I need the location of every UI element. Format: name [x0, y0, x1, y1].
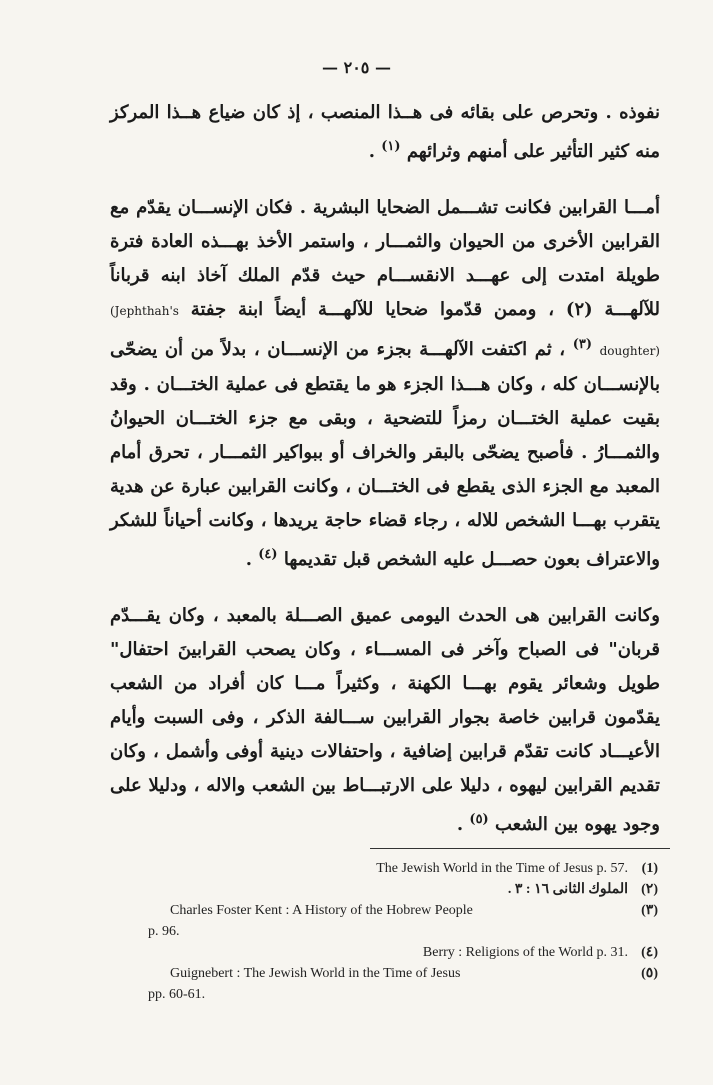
main-text	[110, 96, 660, 864]
footnote-5	[128, 963, 658, 1005]
footnote-page: p. 96.	[148, 924, 180, 939]
paragraph-1	[110, 96, 660, 169]
footnote-text: الملوك الثانى ١٦ : ٣ .	[507, 882, 628, 897]
footnote-citation: Charles Foster Kent : A History of the Hobrew People	[170, 903, 473, 918]
footnote-number: (٥)	[641, 966, 658, 981]
paragraph-3	[110, 599, 660, 842]
paragraph-3-tail: .	[456, 814, 470, 835]
paragraph-2	[110, 191, 660, 577]
paragraph-2-tail: .	[245, 549, 259, 570]
footnotes	[128, 858, 658, 1005]
paragraph-2-text: أمـــا القرابين فكانت تشـــمل الضحايا البشرية . فكان الإنســـان يقدّم مع القرابين الأخرى من الحيوان والثمـــار ، واستمر الأخذ بهـــذه العادة فترة طويلة امتدت إلى عهـــد الانقســـام حيث قدّم الملك آخاذ ابنه قرباناً للآلهـــة (٢) ، وممن قدّموا ضحايا للآلهـــة أيضاً ابنة جفتة	[110, 197, 660, 320]
footnote-text: Berry : Religions of the World p. 31.	[422, 945, 628, 960]
footnote-number: (٤)	[641, 945, 658, 960]
footnote-citation: Guignebert : The Jewish World in the Time of Jesus	[170, 966, 461, 981]
footnote-ref-5: (٥)	[469, 812, 489, 827]
footnote-1	[128, 858, 658, 879]
footnote-number: (٣)	[641, 903, 658, 918]
paragraph-1-tail: .	[368, 141, 382, 162]
footnote-text: The Jewish World in the Time of Jesus p. 57.	[376, 861, 628, 876]
footnote-text	[128, 900, 628, 942]
footnote-text	[128, 963, 628, 1005]
footnote-4	[128, 942, 658, 963]
footnote-divider	[370, 848, 670, 849]
latin-term: (Jephthah's doughter)	[110, 304, 660, 358]
footnote-ref-1: (١)	[381, 139, 401, 154]
footnote-number: (1)	[641, 861, 658, 876]
page-number: — ٢٠٥ —	[322, 58, 391, 77]
paragraph-2-continuation: ، ثم اكتفت الآلهـــة بجزء من الإنســـان ، بدلاً من أن يضحّى بالإنســـان كله ، وكان هـــذا الجزء هو ما يقتطع فى عملية الختـــان . وقد بقيت عملية الختـــان رمزاً للتضحية ، وبقى مع جزء الختـــان الحيوانُ والثمـــارُ . فأصبح يضحّى بالبقر والخراف أو ببواكير الثمـــار ، تحرق أمام المعبد مع الجزء الذى يقطع فى الختـــان ، وكانت القرابين عبارة عن هدية يتقرب بهـــا الشخص للاله ، رجاء قضاء حاجة يريدها ، وكانت أحياناً للشكر والاعتراف بعون حصـــل عليه الشخص قبل تقديمها	[110, 339, 660, 570]
footnote-ref-4: (٤)	[258, 547, 278, 562]
footnote-2	[128, 879, 658, 900]
footnote-3	[128, 900, 658, 942]
footnote-page: pp. 60-61.	[148, 987, 206, 1002]
paragraph-1-text: نفوذه . وتحرص على بقائه فى هــذا المنصب ، إذ كان ضياع هــذا المركز منه كثير التأثير على أمنهم وثرائهم	[110, 102, 660, 162]
paragraph-3-text: وكانت القرابين هى الحدث اليومى عميق الصـــلة بالمعبد ، وكان يقـــدّم قربان" فى الصباح وآخر فى المســـاء ، وكان يصحب القرابينَ احتفال" طويل وشعائر يقوم بهـــا الكهنة ، وكثيراً مـــا كان أفراد من الشعب يقدّمون قرابين خاصة بجوار القرابين ســـالفة الذكر ، وفى السبت وأيام الأعيـــاد كانت تقدّم قرابين إضافية ، واحتفالات دينية أوفى وأشمل ، وكان تقديم القرابين ليهوه ، دليلا على الارتبـــاط بين الشعب والاله ، ودليلا على وجود يهوه بين الشعب	[110, 605, 660, 835]
footnote-number: (٢)	[641, 882, 658, 897]
footnote-ref-3: (٣)	[572, 337, 592, 352]
